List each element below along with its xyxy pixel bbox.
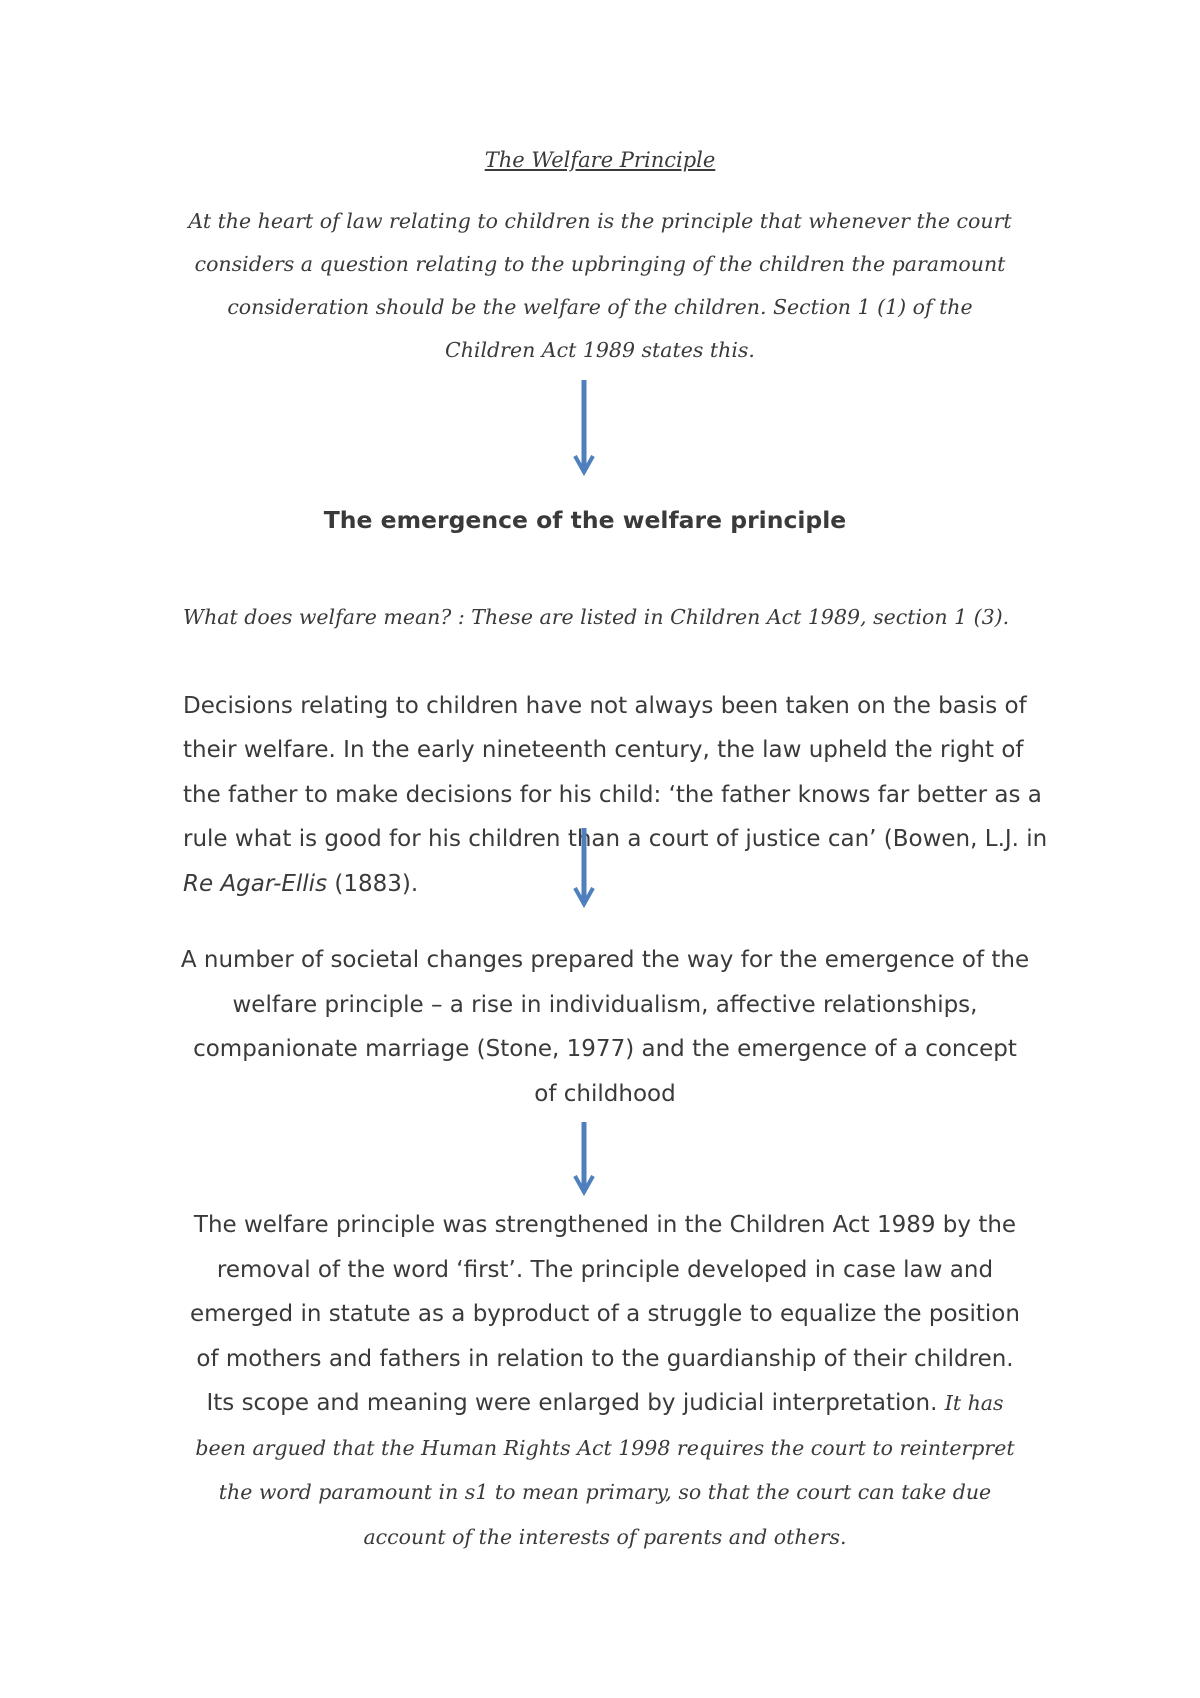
societal-changes-paragraph: A number of societal changes prepared the way for the emergence of the welfare principle – a rise in individualism, affective relationships, companionate marriage (Stone, 1977) and the emergence of a concept of childhood (180, 947, 1030, 1107)
arrow-down-icon (573, 380, 595, 480)
strengthened-paragraph (180, 1203, 1030, 1559)
arrow-down-icon (573, 1122, 595, 1198)
strengthened-text: The welfare principle was strengthened in the Children Act 1989 by the removal of the word ‘first’. The principle developed in case law and emerged in statute as a byproduct of a struggle to equalize the position of mothers and fathers in relation to the guardianship of their children. Its scope and meaning were enlarged by judicial interpretation. (190, 1212, 1020, 1416)
welfare-question: What does welfare mean? : These are listed in Children Act 1989, section 1 (3). (183, 604, 1010, 629)
page-title: The Welfare Principle (484, 148, 716, 172)
section-welfare-history (183, 550, 1063, 951)
history-paragraph (183, 684, 1063, 907)
section-heading: The emergence of the welfare principle (323, 506, 847, 534)
arrow-down-icon (573, 828, 595, 910)
intro-paragraph: At the heart of law relating to children is the principle that whenever the court considers a question relating to the upbringing of the children the paramount consideration should be the welfare of the children. Section 1 (1) of the Children Act 1989 states this. (188, 209, 1012, 362)
history-text: Decisions relating to children have not always been taken on the basis of their welfare. In the early nineteenth century, the law upheld the right of the father to make decisions for his child: ‘the father knows far better as a rule what is good for his children than a court of justice can’ (Bowen, L.J. in (183, 692, 1048, 852)
human-rights-note: It has been argued that the Human Rights Act 1998 requires the court to reinterpret the word paramount in s1 to mean primary, so that the court can take due account of the interests of parents and others. (195, 1391, 1015, 1549)
case-year: (1883). (327, 870, 419, 897)
case-name: Re Agar-Ellis (183, 870, 328, 897)
